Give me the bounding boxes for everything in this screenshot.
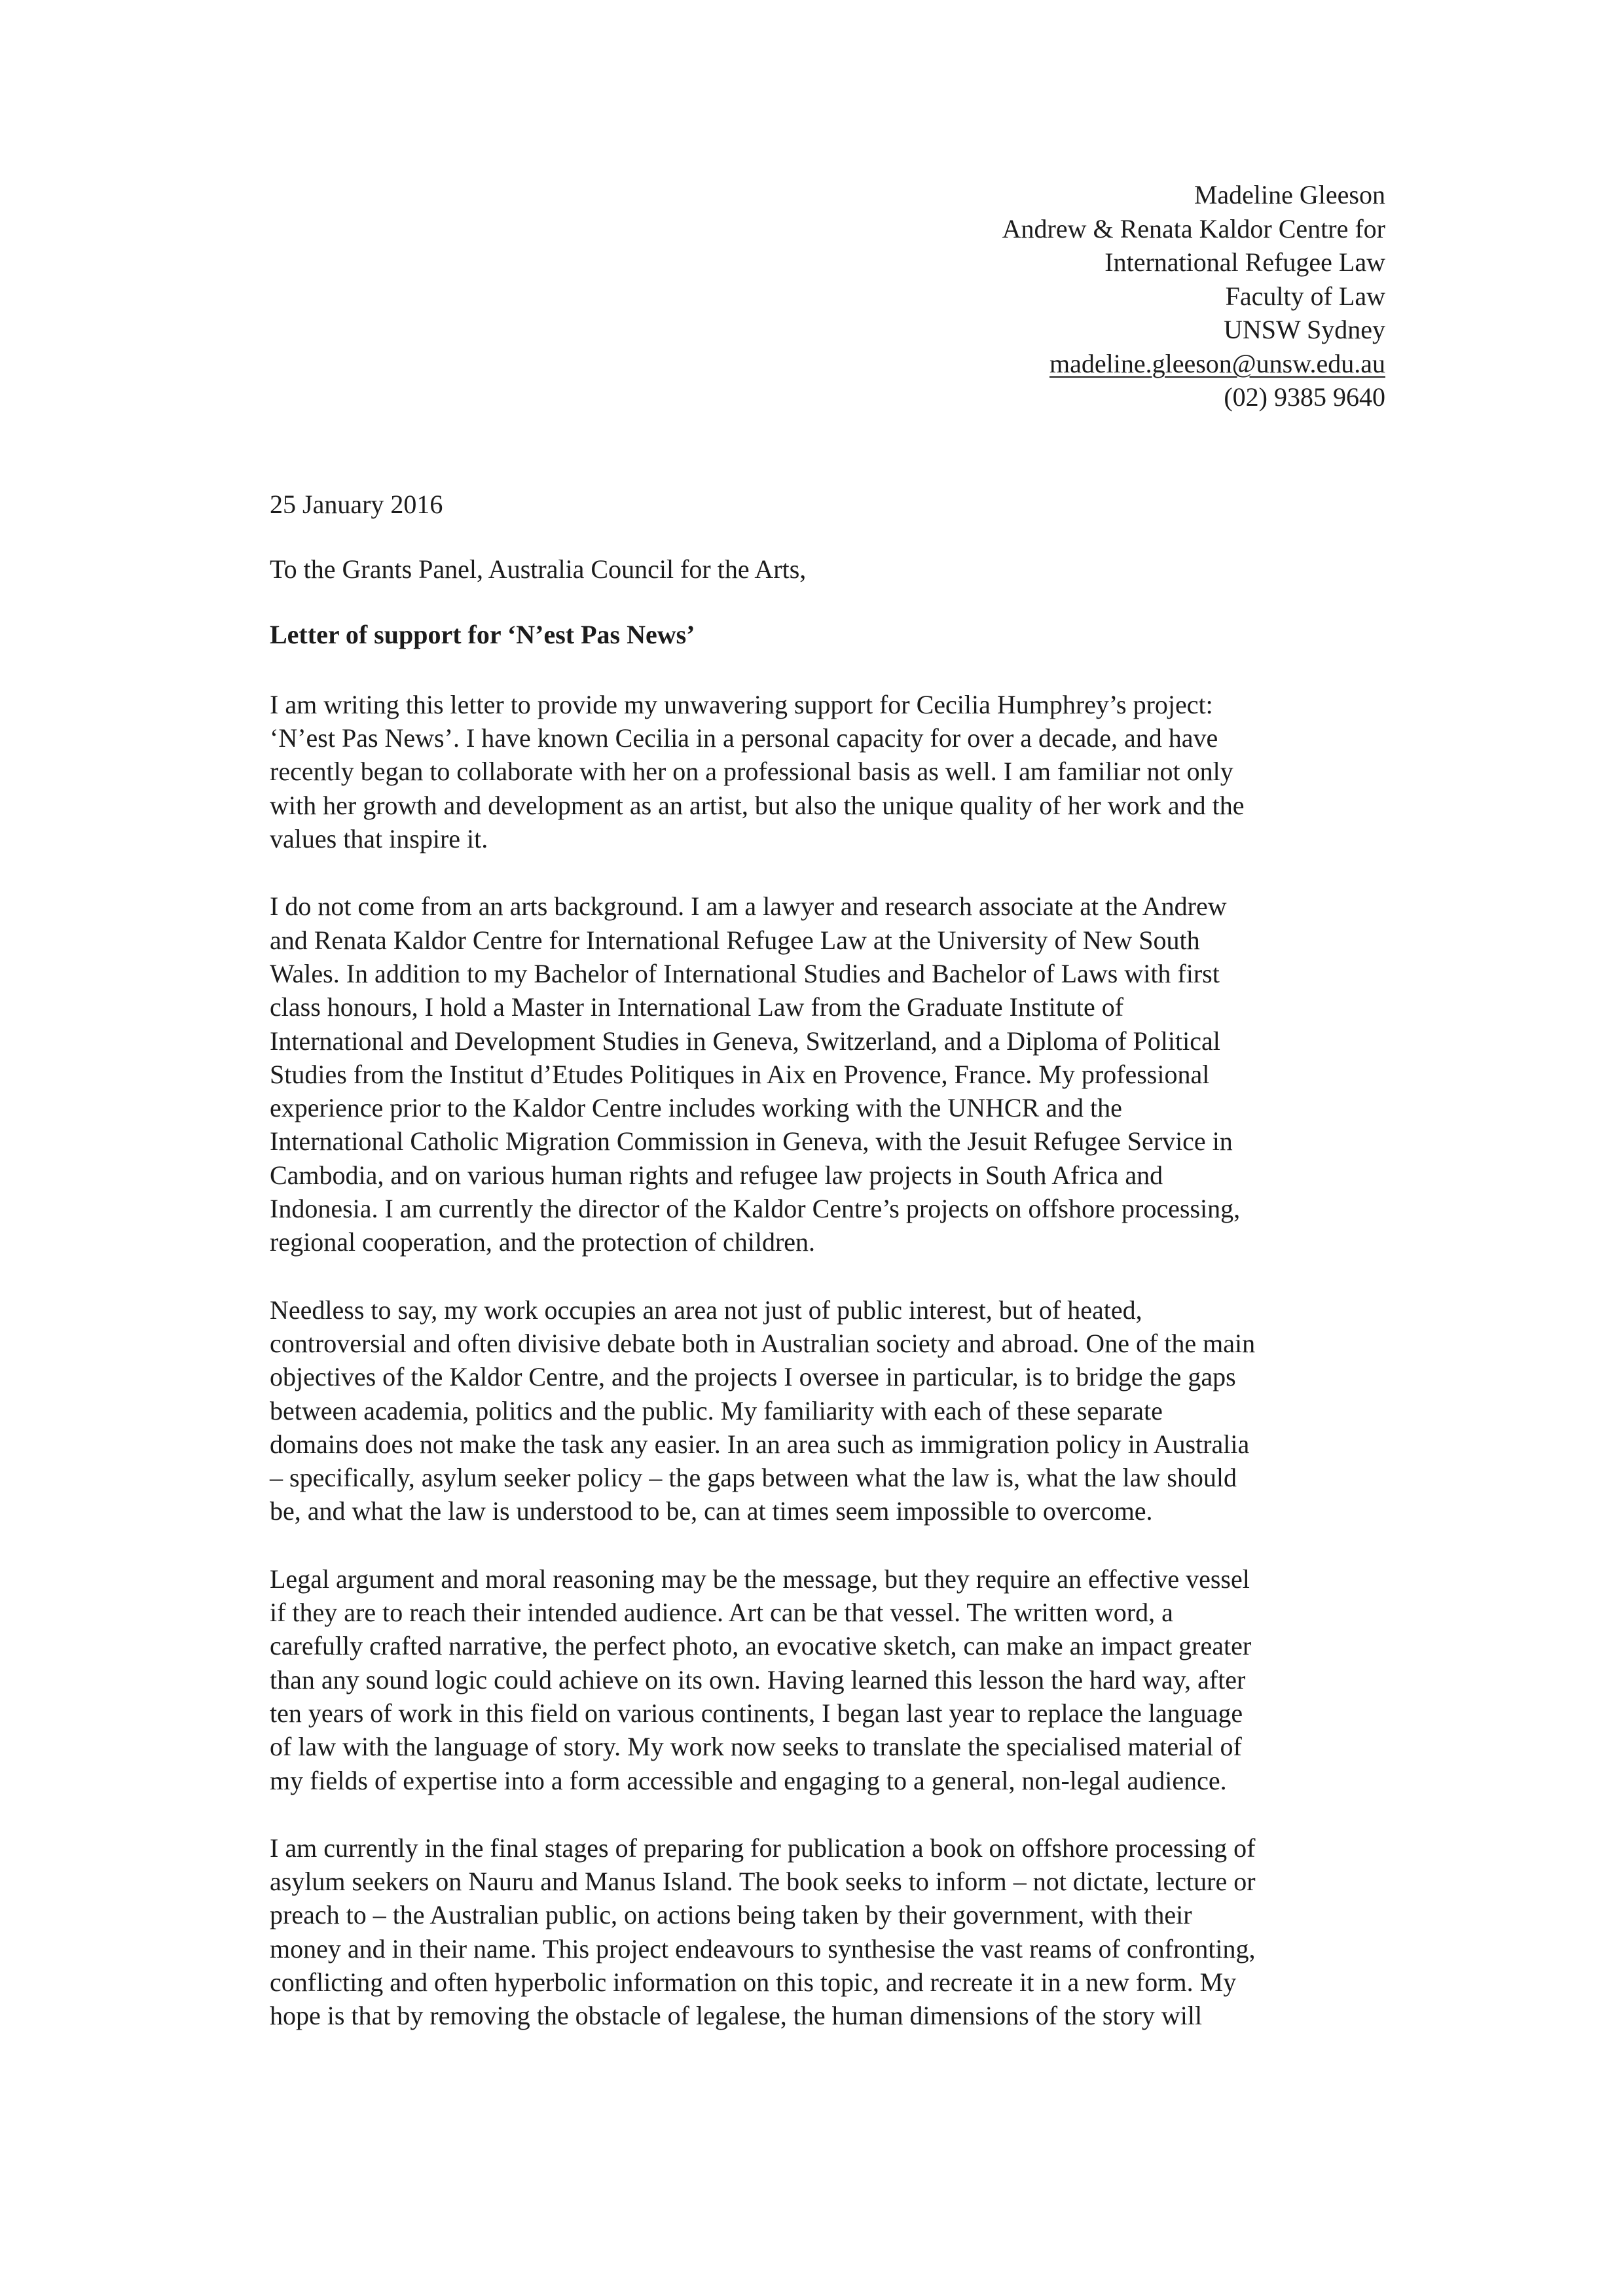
sender-address-block: [1002, 178, 1385, 414]
letter-salutation: To the Grants Panel, Australia Council for the Arts,: [270, 554, 807, 584]
paragraph-line: Wales. In addition to my Bachelor of International Studies and Bachelor of Laws with first: [270, 958, 1220, 988]
paragraph-line: if they are to reach their intended audience. Art can be that vessel. The written word, a: [270, 1598, 1173, 1628]
paragraph-line: International and Development Studies in Geneva, Switzerland, and a Diploma of Political: [270, 1026, 1220, 1056]
paragraph-line: than any sound logic could achieve on its own. Having learned this lesson the hard way, after: [270, 1664, 1246, 1695]
sender-address-line: UNSW Sydney: [1223, 315, 1385, 344]
body-paragraph: [270, 1831, 1396, 2033]
paragraph-line: preach to – the Australian public, on actions being taken by their government, with their: [270, 1900, 1192, 1930]
paragraph-line: Cambodia, and on various human rights and refugee law projects in South Africa and: [270, 1160, 1163, 1190]
body-paragraph: [270, 889, 1396, 1259]
paragraph-line: Needless to say, my work occupies an area not just of public interest, but of heated,: [270, 1295, 1142, 1325]
paragraph-line: domains does not make the task any easier. In an area such as immigration policy in Australia: [270, 1429, 1250, 1459]
paragraph-line: recently began to collaborate with her on a professional basis as well. I am familiar not only: [270, 757, 1233, 787]
paragraph-line: ten years of work in this field on various continents, I began last year to replace the language: [270, 1698, 1243, 1728]
sender-name: Madeline Gleeson: [1194, 180, 1385, 209]
paragraph-line: carefully crafted narrative, the perfect photo, an evocative sketch, can make an impact greater: [270, 1631, 1252, 1661]
letter-body: [270, 488, 1396, 2067]
paragraph-line: be, and what the law is understood to be, can at times seem impossible to overcome.: [270, 1496, 1153, 1526]
paragraph-line: ‘N’est Pas News’. I have known Cecilia in a personal capacity for over a decade, and have: [270, 723, 1218, 753]
paragraph-line: class honours, I hold a Master in International Law from the Graduate Institute of: [270, 992, 1124, 1022]
sender-address-line: International Refugee Law: [1104, 247, 1385, 277]
paragraph-line: asylum seekers on Nauru and Manus Island. The book seeks to inform – not dictate, lecture or: [270, 1867, 1256, 1897]
paragraph-line: International Catholic Migration Commission in Geneva, with the Jesuit Refugee Service in: [270, 1126, 1233, 1157]
paragraph-line: – specifically, asylum seeker policy – the gaps between what the law is, what the law should: [270, 1463, 1237, 1493]
body-paragraph: [270, 688, 1396, 855]
sender-address-line: Faculty of Law: [1225, 281, 1385, 311]
sender-email-link[interactable]: madeline.gleeson@unsw.edu.au: [1049, 348, 1385, 378]
paragraph-line: Legal argument and moral reasoning may be the message, but they require an effective vessel: [270, 1564, 1250, 1594]
paragraph-line: with her growth and development as an artist, but also the unique quality of her work and the: [270, 790, 1245, 820]
paragraph-line: my fields of expertise into a form accessible and engaging to a general, non-legal audience.: [270, 1765, 1227, 1795]
sender-address-line: Andrew & Renata Kaldor Centre for: [1002, 213, 1385, 243]
paragraph-line: objectives of the Kaldor Centre, and the projects I oversee in particular, is to bridge the gaps: [270, 1362, 1236, 1392]
paragraph-line: money and in their name. This project endeavours to synthesise the vast reams of confronting,: [270, 1933, 1256, 1964]
paragraph-line: hope is that by removing the obstacle of legalese, the human dimensions of the story will: [270, 2001, 1203, 2031]
paragraph-line: values that inspire it.: [270, 824, 488, 854]
paragraph-line: regional cooperation, and the protection of children.: [270, 1227, 816, 1257]
body-paragraph: [270, 1293, 1396, 1528]
paragraph-line: I am writing this letter to provide my unwavering support for Cecilia Humphrey’s project:: [270, 689, 1213, 719]
paragraph-line: between academia, politics and the public. My familiarity with each of these separate: [270, 1395, 1163, 1426]
letter-subject: Letter of support for ‘N’est Pas News’: [270, 619, 695, 649]
paragraph-line: I am currently in the final stages of preparing for publication a book on offshore processing of: [270, 1833, 1256, 1863]
body-paragraph: [270, 1562, 1396, 1797]
paragraph-line: conflicting and often hyperbolic information on this topic, and recreate it in a new form. My: [270, 1967, 1237, 1997]
sender-phone: (02) 9385 9640: [1224, 382, 1385, 412]
paragraph-line: experience prior to the Kaldor Centre includes working with the UNHCR and the: [270, 1093, 1122, 1123]
paragraph-line: of law with the language of story. My work now seeks to translate the specialised material of: [270, 1732, 1242, 1762]
letter-date: 25 January 2016: [270, 490, 443, 519]
paragraph-line: and Renata Kaldor Centre for International Refugee Law at the University of New South: [270, 925, 1200, 955]
paragraph-line: Studies from the Institut d’Etudes Politiques in Aix en Provence, France. My professional: [270, 1059, 1210, 1089]
paragraph-line: I do not come from an arts background. I am a lawyer and research associate at the Andrew: [270, 891, 1227, 922]
paragraph-line: controversial and often divisive debate both in Australian society and abroad. One of the main: [270, 1328, 1256, 1358]
paragraph-line: Indonesia. I am currently the director of the Kaldor Centre’s projects on offshore processing,: [270, 1194, 1241, 1224]
